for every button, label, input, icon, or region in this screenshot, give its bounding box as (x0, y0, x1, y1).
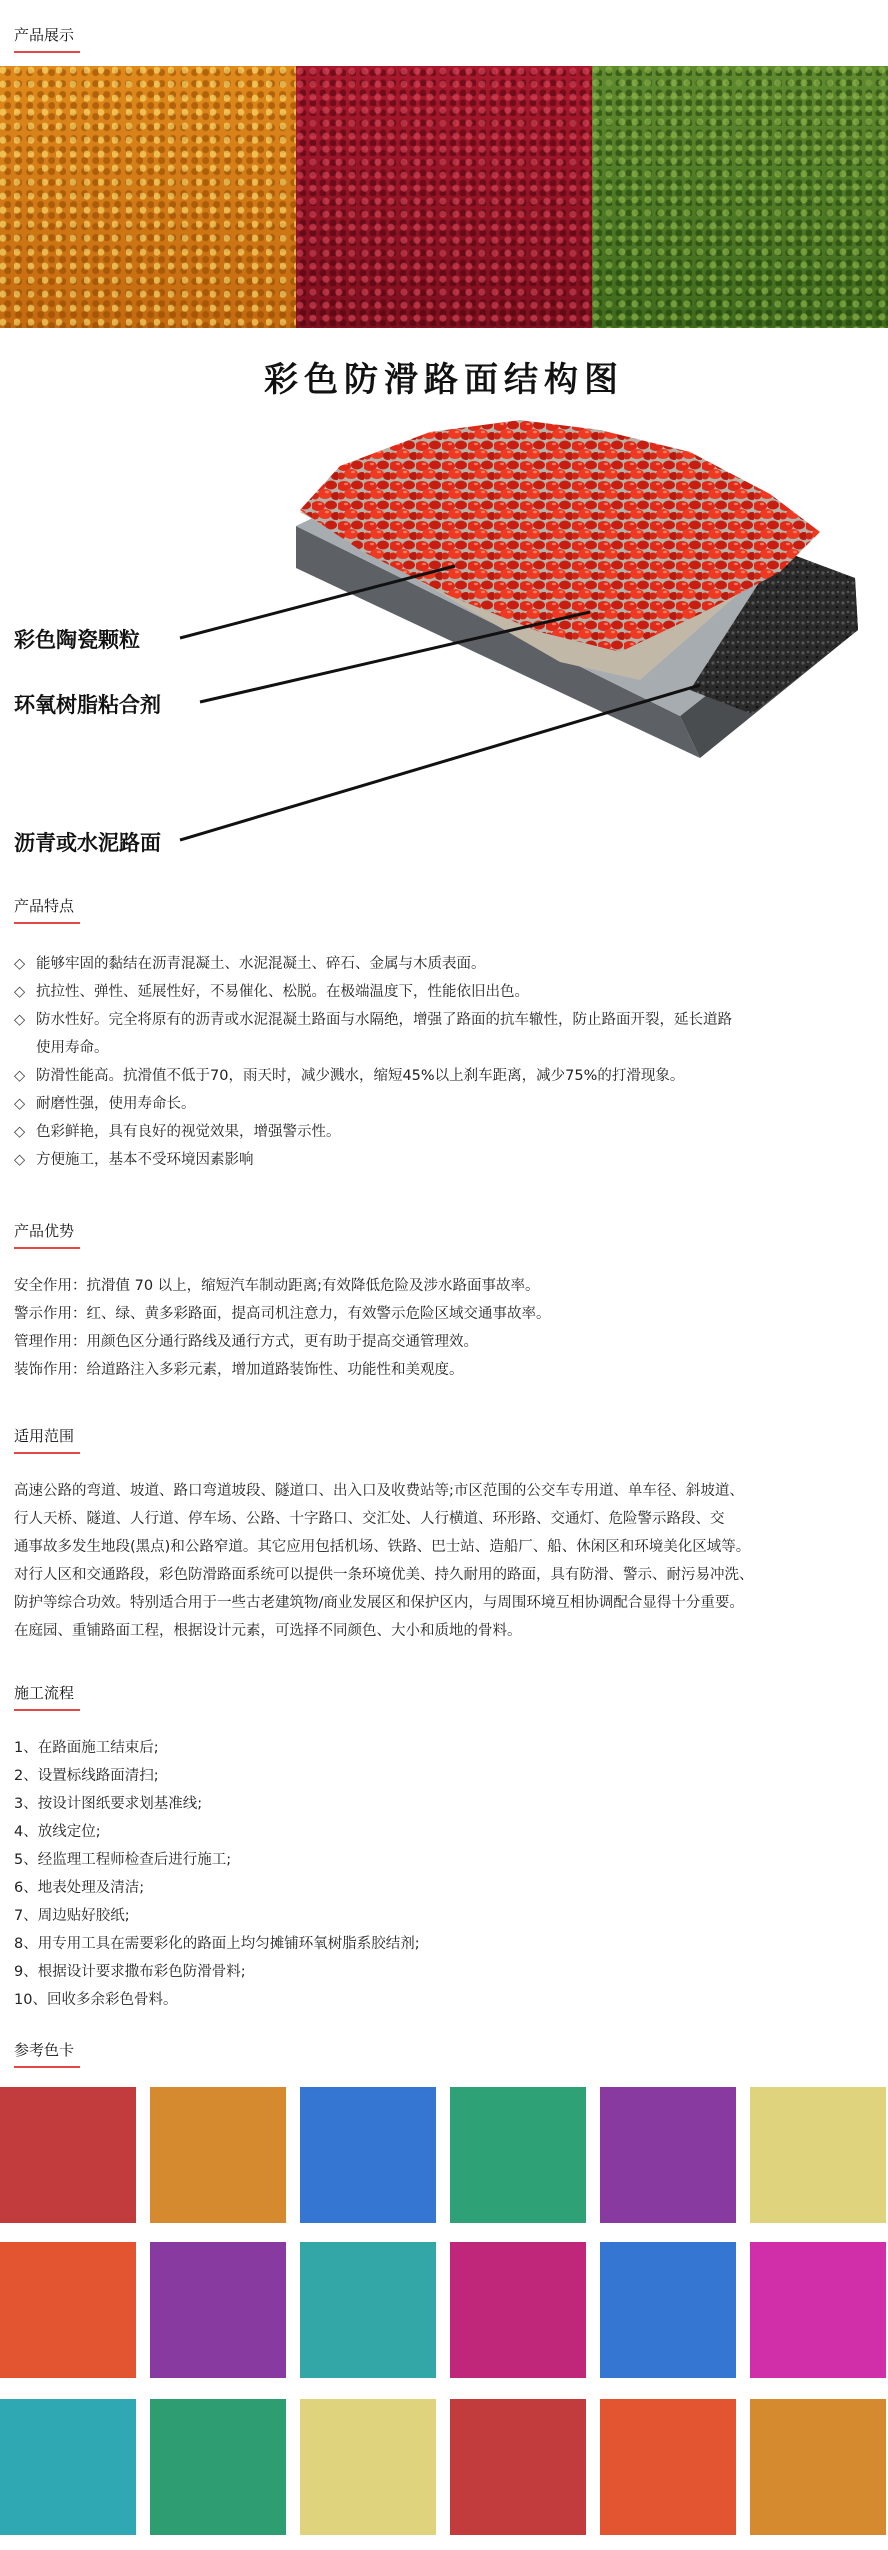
section-title-display (14, 24, 80, 53)
title-underline (14, 1247, 80, 1249)
feature-text: 防滑性能高。抗滑值不低于70，雨天时，减少溅水，缩短45%以上刹车距离，减少75%的打滑现象。 (36, 1068, 685, 1084)
list-item (14, 950, 874, 978)
color-swatch (150, 2242, 286, 2378)
color-swatch (450, 2242, 586, 2378)
feature-text: 防水性好。完全将原有的沥青或水泥混凝土路面与水隔绝，增强了路面的抗车辙性，防止路面开裂，延长道路 (36, 1012, 732, 1028)
diamond-bullet-icon: ◇ (14, 1096, 26, 1112)
title-underline (14, 2066, 80, 2068)
orange-gravel-image (0, 66, 296, 328)
process-step: 5、经监理工程师检查后进行施工; (14, 1852, 232, 1868)
diamond-bullet-icon: ◇ (14, 1068, 26, 1084)
color-swatch (300, 2399, 436, 2535)
process-step: 8、用专用工具在需要彩化的路面上均匀摊铺环氧树脂系胶结剂; (14, 1936, 420, 1952)
red-gravel-image (296, 66, 592, 328)
color-swatch (600, 2087, 736, 2223)
process-step: 1、在路面施工结束后; (14, 1740, 159, 1756)
color-swatch (750, 2399, 886, 2535)
list-item (14, 1006, 874, 1034)
color-swatch (600, 2242, 736, 2378)
structure-diagram (0, 400, 888, 870)
color-swatch (150, 2399, 286, 2535)
process-step: 6、地表处理及清洁; (14, 1880, 145, 1896)
process-step: 2、设置标线路面清扫; (14, 1768, 159, 1784)
diamond-bullet-icon: ◇ (14, 1152, 26, 1168)
product-banner (0, 66, 888, 328)
feature-text: 色彩鲜艳，具有良好的视觉效果，增强警示性。 (36, 1124, 341, 1140)
title-underline (14, 51, 80, 53)
list-item-continuation (14, 1034, 874, 1062)
color-swatch (150, 2087, 286, 2223)
process-steps (14, 1734, 874, 2014)
advantage-item: 警示作用：红、绿、黄多彩路面，提高司机注意力，有效警示危险区域交通事故率。 (14, 1306, 551, 1322)
feature-text: 能够牢固的黏结在沥青混凝土、水泥混凝土、碎石、金属与木质表面。 (36, 956, 486, 972)
feature-text: 方便施工，基本不受环境因素影响 (36, 1152, 254, 1168)
color-swatch (0, 2242, 136, 2378)
process-step: 9、根据设计要求撒布彩色防滑骨料; (14, 1964, 246, 1980)
list-item (14, 1146, 874, 1174)
scope-line: 通事故多发生地段(黑点)和公路窄道。其它应用包括机场、铁路、巴士站、造船厂、船、休闲区和环境美化区域等。 (14, 1539, 751, 1555)
feature-text: 抗拉性、弹性、延展性好，不易催化、松脱。在极端温度下，性能依旧出色。 (36, 984, 529, 1000)
process-step: 3、按设计图纸要求划基准线; (14, 1796, 203, 1812)
color-swatch (300, 2242, 436, 2378)
section-title-display-text: 产品展示 (14, 26, 75, 44)
color-swatch (750, 2087, 886, 2223)
diagram-title: 彩色防滑路面结构图 (264, 360, 624, 400)
title-underline (14, 1452, 80, 1454)
scope-line: 防护等综合功效。特别适合用于一些古老建筑物/商业发展区和保护区内，与周围环境互相协调配合显得十分重要。 (14, 1595, 744, 1611)
color-swatch (0, 2399, 136, 2535)
diamond-bullet-icon: ◇ (14, 1124, 26, 1140)
advantage-item: 安全作用：抗滑值 70 以上，缩短汽车制动距离;有效降低危险及涉水路面事故率。 (14, 1278, 540, 1294)
section-title-colorcard-text: 参考色卡 (14, 2041, 75, 2059)
advantages-list (14, 1272, 874, 1384)
diamond-bullet-icon: ◇ (14, 984, 26, 1000)
feature-text: 耐磨性强，使用寿命长。 (36, 1096, 196, 1112)
label-epoxy-binder: 环氧树脂粘合剂 (14, 693, 161, 717)
scope-line: 高速公路的弯道、坡道、路口弯道坡段、隧道口、出入口及收费站等;市区范围的公交车专用道、单车径、斜坡道、 (14, 1483, 744, 1499)
section-title-process-text: 施工流程 (14, 1684, 75, 1702)
list-item (14, 1090, 874, 1118)
section-title-colorcard (14, 2039, 80, 2068)
list-item (14, 978, 874, 1006)
advantage-item: 管理作用：用颜色区分通行路线及通行方式，更有助于提高交通管理效。 (14, 1334, 478, 1350)
process-step: 7、周边贴好胶纸; (14, 1908, 130, 1924)
scope-line: 行人天桥、隧道、人行道、停车场、公路、十字路口、交汇处、人行横道、环形路、交通灯、危险警示路段、交 (14, 1511, 725, 1527)
scope-line: 在庭园、重铺路面工程，根据设计元素，可选择不同颜色、大小和质地的骨料。 (14, 1623, 522, 1639)
list-item (14, 1118, 874, 1146)
feature-text: 使用寿命。 (36, 1040, 109, 1056)
section-title-scope-text: 适用范围 (14, 1427, 75, 1445)
features-list (14, 950, 874, 1174)
section-title-advantages (14, 1220, 80, 1249)
color-swatch (600, 2399, 736, 2535)
section-title-advantages-text: 产品优势 (14, 1222, 75, 1240)
section-title-features (14, 895, 80, 924)
diamond-bullet-icon: ◇ (14, 1012, 26, 1028)
title-underline (14, 922, 80, 924)
section-title-features-text: 产品特点 (14, 897, 75, 915)
color-swatch (750, 2242, 886, 2378)
process-step: 10、回收多余彩色骨料。 (14, 1992, 178, 2008)
green-gravel-image (592, 66, 888, 328)
color-swatch (450, 2087, 586, 2223)
label-ceramic-granules: 彩色陶瓷颗粒 (14, 628, 140, 652)
title-underline (14, 1709, 80, 1711)
section-title-process (14, 1682, 80, 1711)
diamond-bullet-icon: ◇ (14, 956, 26, 972)
label-asphalt-base: 沥青或水泥路面 (14, 831, 161, 855)
process-step: 4、放线定位; (14, 1824, 101, 1840)
section-title-scope (14, 1425, 80, 1454)
scope-paragraph (14, 1477, 874, 1645)
advantage-item: 装饰作用：给道路注入多彩元素，增加道路装饰性、功能性和美观度。 (14, 1362, 464, 1378)
color-swatch (0, 2087, 136, 2223)
color-swatch (450, 2399, 586, 2535)
color-swatch (300, 2087, 436, 2223)
scope-line: 对行人区和交通路段，彩色防滑路面系统可以提供一条环境优美、持久耐用的路面，具有防滑、警示、耐污易冲洗、 (14, 1567, 754, 1583)
list-item (14, 1062, 874, 1090)
